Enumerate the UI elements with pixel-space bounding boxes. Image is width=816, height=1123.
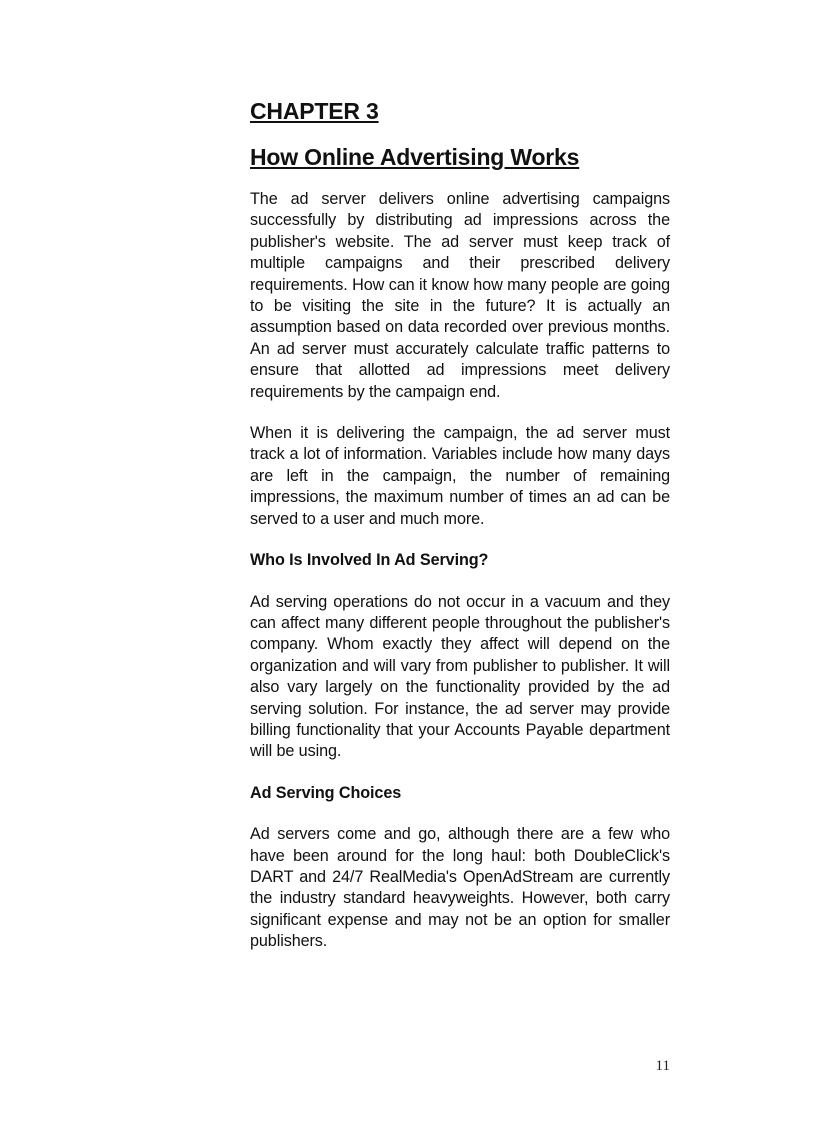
section-body-ad-serving-choices: Ad servers come and go, although there are a few who have been around for the long haul: both DoubleClick's DART and 24/7 RealMedia's OpenAdStream are currently the industry standard heavyweights. However, both carry significant expense and may not be an option for smaller publishers.: [250, 825, 670, 951]
section-body-who-is-involved: Ad serving operations do not occur in a vacuum and they can affect many different people throughout the publisher's company. Whom exactly they affect will depend on the organization and will vary from publisher to publisher. It will also vary largely on the functionality provided by the ad serving solution. For instance, the ad server may provide billing functionality that your Accounts Payable department will be using.: [250, 592, 670, 761]
page-number: 11: [655, 1058, 670, 1074]
intro-paragraph-2: When it is delivering the campaign, the ad server must track a lot of information. Variables include how many days are left in the campaign, the number of remaining impressions, the maximum number of times an ad can be served to a user and much more.: [250, 424, 670, 528]
section-heading-ad-serving-choices: Ad Serving Choices: [250, 783, 402, 802]
section-heading-who-is-involved: Who Is Involved In Ad Serving?: [250, 551, 489, 570]
page-content: [250, 96, 670, 973]
chapter-label: CHAPTER 3: [250, 98, 379, 124]
intro-paragraph-1: The ad server delivers online advertising campaigns successfully by distributing ad impressions across the publisher's website. The ad server must keep track of multiple campaigns and their prescribed delivery requirements. How can it know how many people are going to be visiting the site in the future? It is actually an assumption based on data recorded over previous months. An ad server must accurately calculate traffic patterns to ensure that allotted ad impressions meet delivery requirements by the campaign end.: [250, 190, 670, 401]
chapter-title: How Online Advertising Works: [250, 144, 580, 170]
